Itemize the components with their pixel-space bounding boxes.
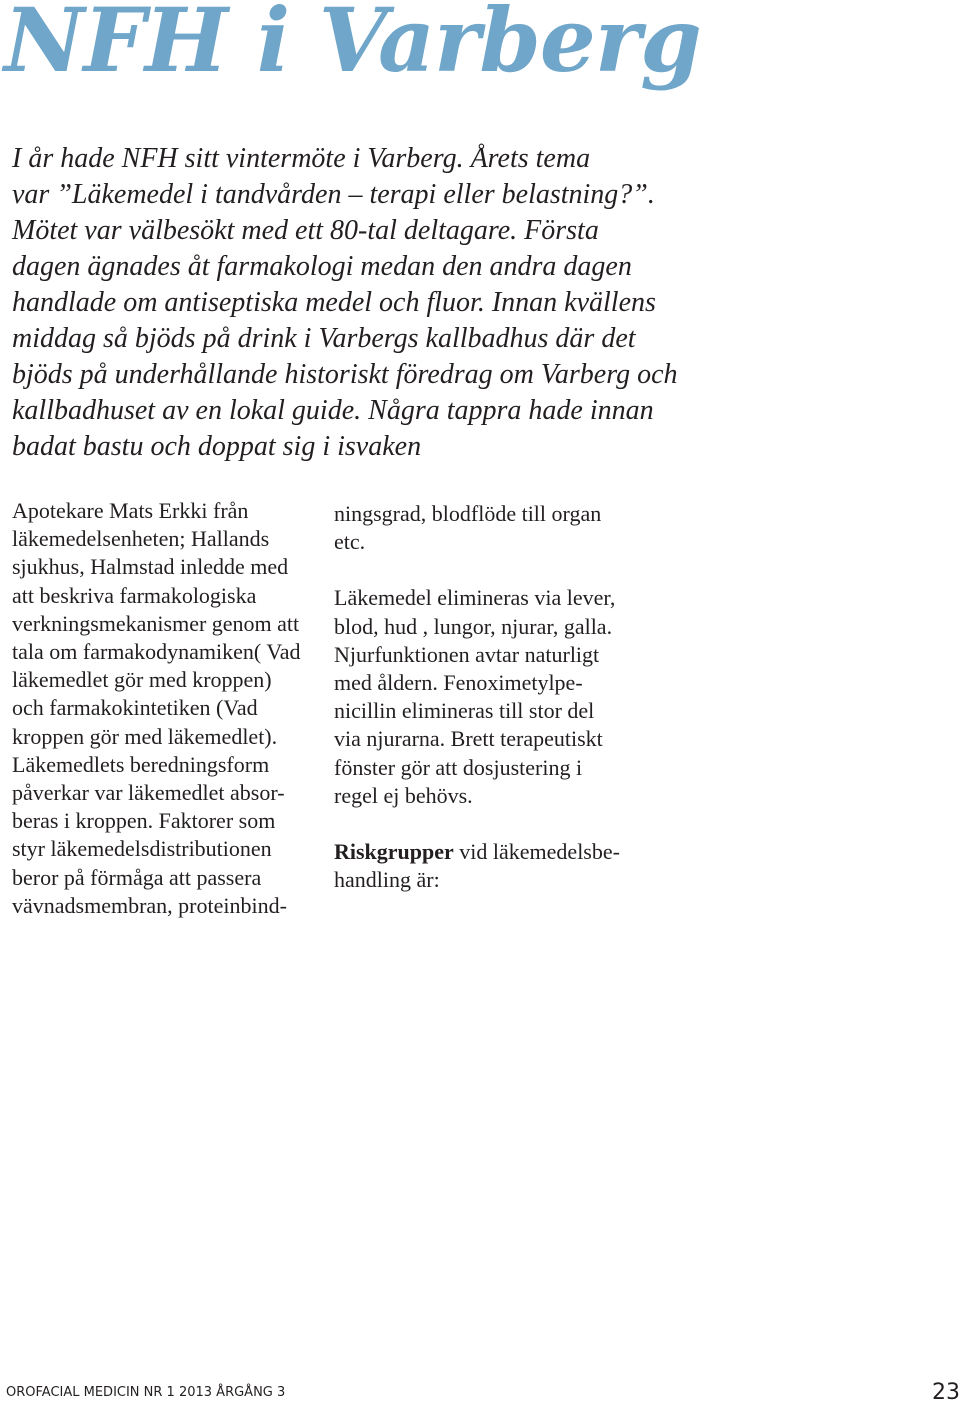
page-number: 23 — [932, 1380, 960, 1405]
body-line: och farmakokintetiken (Vad — [12, 695, 258, 721]
body-paragraph — [334, 584, 634, 810]
body-line: regel ej behövs. — [334, 782, 473, 808]
body-line: Läkemedlets beredningsform — [12, 751, 270, 777]
body-line: verkningsmekanismer genom att — [12, 610, 300, 636]
body-line: ningsgrad, blodflöde till organ — [334, 501, 602, 526]
article-intro — [12, 141, 712, 465]
footer-publication: OROFACIAL MEDICIN NR 1 2013 ÅRGÅNG 3 — [6, 1385, 286, 1400]
intro-line: bjöds på underhållande historiskt föredrag om Varberg och — [12, 359, 678, 390]
body-line: sjukhus, Halmstad inledde med — [12, 554, 289, 580]
body-column-right — [334, 500, 634, 894]
intro-line: handlade om antiseptiska medel och fluor. Innan kvällens — [12, 287, 656, 318]
body-line: via njurarna. Brett terapeutiskt — [334, 726, 603, 752]
riskgrupper-heading: Riskgrupper — [334, 839, 454, 865]
body-line: tala om farmakodynamiken( Vad — [12, 639, 301, 665]
body-line: beras i kroppen. Faktorer som — [12, 808, 276, 834]
body-line: styr läkemedelsdistributionen — [12, 836, 272, 862]
intro-line: dagen ägnades åt farmakologi medan den andra dagen — [12, 251, 632, 282]
body-line: Apotekare Mats Erkki från — [12, 498, 249, 523]
body-line: kroppen gör med läkemedlet). — [12, 723, 278, 749]
intro-line: Mötet var välbesökt med ett 80-tal deltagare. Första — [12, 215, 599, 246]
body-text: vid läkemedelsbe- — [453, 839, 620, 865]
body-line: handling är: — [334, 867, 440, 893]
body-line: Njurfunktionen avtar naturligt — [334, 641, 600, 667]
body-line: att beskriva farmakologiska — [12, 582, 257, 608]
body-line: läkemedlet gör med kroppen) — [12, 667, 272, 693]
body-line: blod, hud , lungor, njurar, galla. — [334, 613, 613, 639]
body-line — [334, 838, 634, 866]
body-line: beror på förmåga att passera — [12, 864, 262, 890]
body-line: läkemedelsenheten; Hallands — [12, 526, 270, 552]
body-line: fönster gör att dosjustering i — [334, 754, 583, 780]
body-line: nicillin elimineras till stor del — [334, 698, 595, 724]
body-line: etc. — [334, 529, 366, 555]
intro-line: var ”Läkemedel i tandvården – terapi eller belastning?”. — [12, 179, 655, 210]
body-line: med åldern. Fenoximetylpe- — [334, 670, 583, 696]
body-line: Läkemedel elimineras via lever, — [334, 585, 616, 611]
article-title: NFH i Varberg — [4, 0, 701, 92]
intro-line: middag så bjöds på drink i Varbergs kallbadhus där det — [12, 323, 636, 354]
body-paragraph — [334, 500, 634, 556]
intro-line: I år hade NFH sitt vintermöte i Varberg. Årets tema — [12, 143, 591, 174]
body-paragraph — [334, 838, 634, 894]
body-column-left — [12, 497, 312, 920]
intro-line: badat bastu och doppat sig i isvaken — [12, 431, 422, 462]
body-line: vävnadsmembran, proteinbind- — [12, 892, 287, 918]
intro-line: kallbadhuset av en lokal guide. Några tappra hade innan — [12, 395, 654, 426]
body-line: påverkar var läkemedlet absor- — [12, 780, 285, 806]
